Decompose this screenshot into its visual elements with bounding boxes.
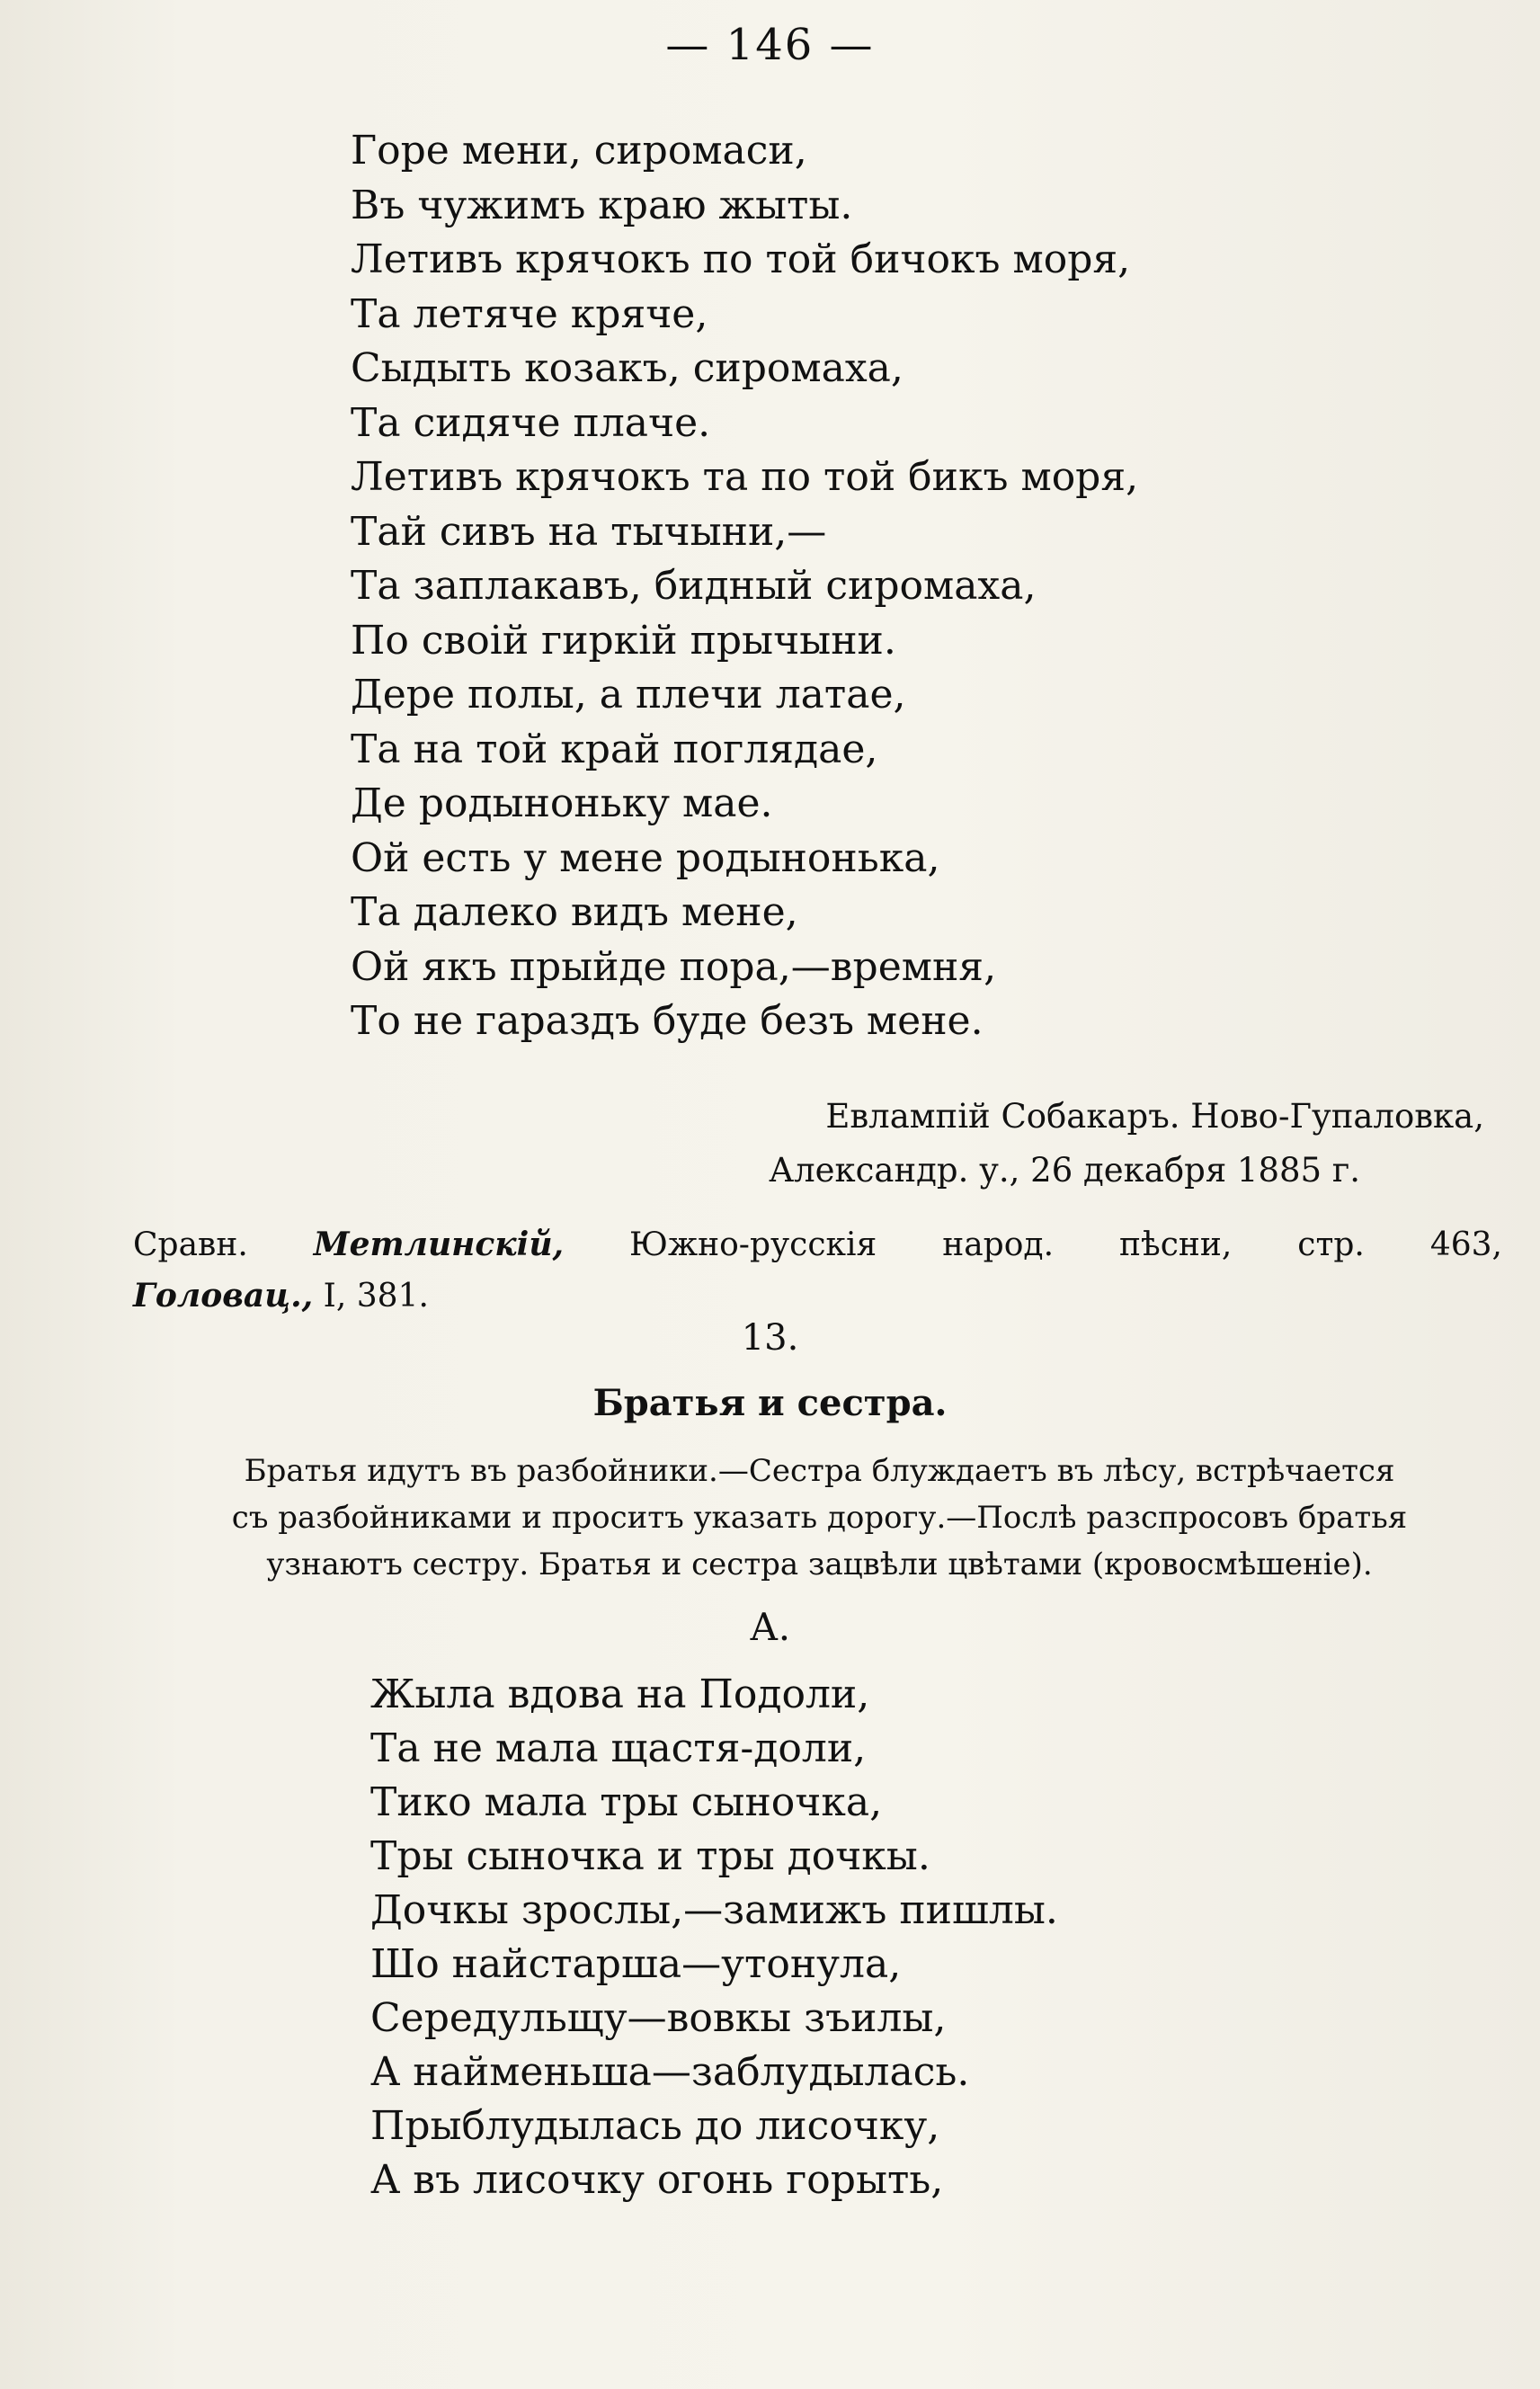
poem-line: Та далеко видъ мене,	[351, 889, 798, 935]
page-number: — 146 —	[665, 20, 875, 70]
poem-line: Летивъ крячокъ по той бичокъ моря,	[351, 236, 1131, 282]
comparison-text-1: Южно-русскiя народ. пѣсни, стр. 463,	[629, 1226, 1502, 1263]
song-title: Братья и сестра.	[592, 1382, 948, 1424]
poem-line: Середульщу—вовкы зъилы,	[370, 1995, 947, 2041]
signature-place-date: Александр. у., 26 декабря 1885 г.	[769, 1151, 1360, 1190]
comparison-text-2: I, 381.	[323, 1278, 429, 1315]
poem-line: Жыла вдова на Подоли,	[370, 1671, 870, 1717]
poem-line: Та на той край поглядае,	[351, 726, 878, 772]
poem-line: Ой есть у мене родынонька,	[351, 834, 940, 881]
poem-line: То не гараздъ буде безъ мене.	[351, 998, 984, 1044]
summary-line: съ разбойниками и проситъ указать дорогу.—Послѣ разспросовъ братья	[231, 1500, 1408, 1536]
poem-line: Тико мала тры сыночка,	[370, 1779, 883, 1825]
comparison-reference-continued	[133, 1270, 429, 1323]
poem-line: Та сидяче плаче.	[351, 399, 711, 446]
poem-line: А найменьша—заблудылась.	[370, 2049, 970, 2095]
poem-line: По своiй гиркiй прычыни.	[351, 617, 896, 664]
comparison-author-2: Головац.,	[133, 1277, 314, 1315]
poem-line: Летивъ крячокъ та по той бикъ моря,	[351, 454, 1139, 500]
poem-line: Тай сивъ на тычыни,—	[351, 508, 827, 555]
comparison-reference	[133, 1218, 1502, 1271]
summary-line: Братья идутъ въ разбойники.—Сестра блуждаетъ въ лѣсу, встрѣчается	[244, 1453, 1395, 1489]
variant-label: А.	[749, 1605, 791, 1649]
poem-line: А въ лисочку огонь горыть,	[370, 2157, 944, 2203]
poem-line: Шо найстарша—утонула,	[370, 1941, 902, 1987]
signature-name: Евлампiй Собакаръ. Ново-Гупаловка,	[825, 1097, 1484, 1136]
poem-stanza-second	[370, 1668, 1058, 2207]
poem-line: Дочкы зрослы,—замижъ пишлы.	[370, 1887, 1058, 1933]
poem-line: Прыблудылась до лисочку,	[370, 2103, 940, 2149]
poem-line: Дере полы, а плечи латае,	[351, 672, 906, 718]
poem-line: Ой якъ прыйде пора,—времня,	[351, 943, 997, 990]
poem-line: Де родыноньку мае.	[351, 780, 773, 826]
poem-line: Сыдыть козакъ, сиромаха,	[351, 345, 904, 391]
poem-line: Та заплакавъ, бидный сиромаха,	[351, 563, 1037, 609]
poem-line: Та не мала щастя-доли,	[370, 1725, 867, 1771]
poem-stanza-first	[351, 124, 1138, 1049]
comparison-prefix: Сравн.	[133, 1226, 248, 1263]
poem-line: Тры сыночка и тры дочкы.	[370, 1833, 930, 1879]
song-number: 13.	[741, 1317, 799, 1359]
poem-line: Та летяче кряче,	[351, 290, 708, 337]
poem-line: Въ чужимъ краю жыты.	[351, 182, 853, 228]
comparison-author-1: Метлинскiй,	[313, 1226, 565, 1263]
poem-line: Горе мени, сиромаси,	[351, 128, 807, 174]
song-summary	[135, 1448, 1504, 1588]
summary-line: узнаютъ сестру. Братья и сестра зацвѣли цвѣтами (кровосмѣшенiе).	[266, 1547, 1373, 1582]
